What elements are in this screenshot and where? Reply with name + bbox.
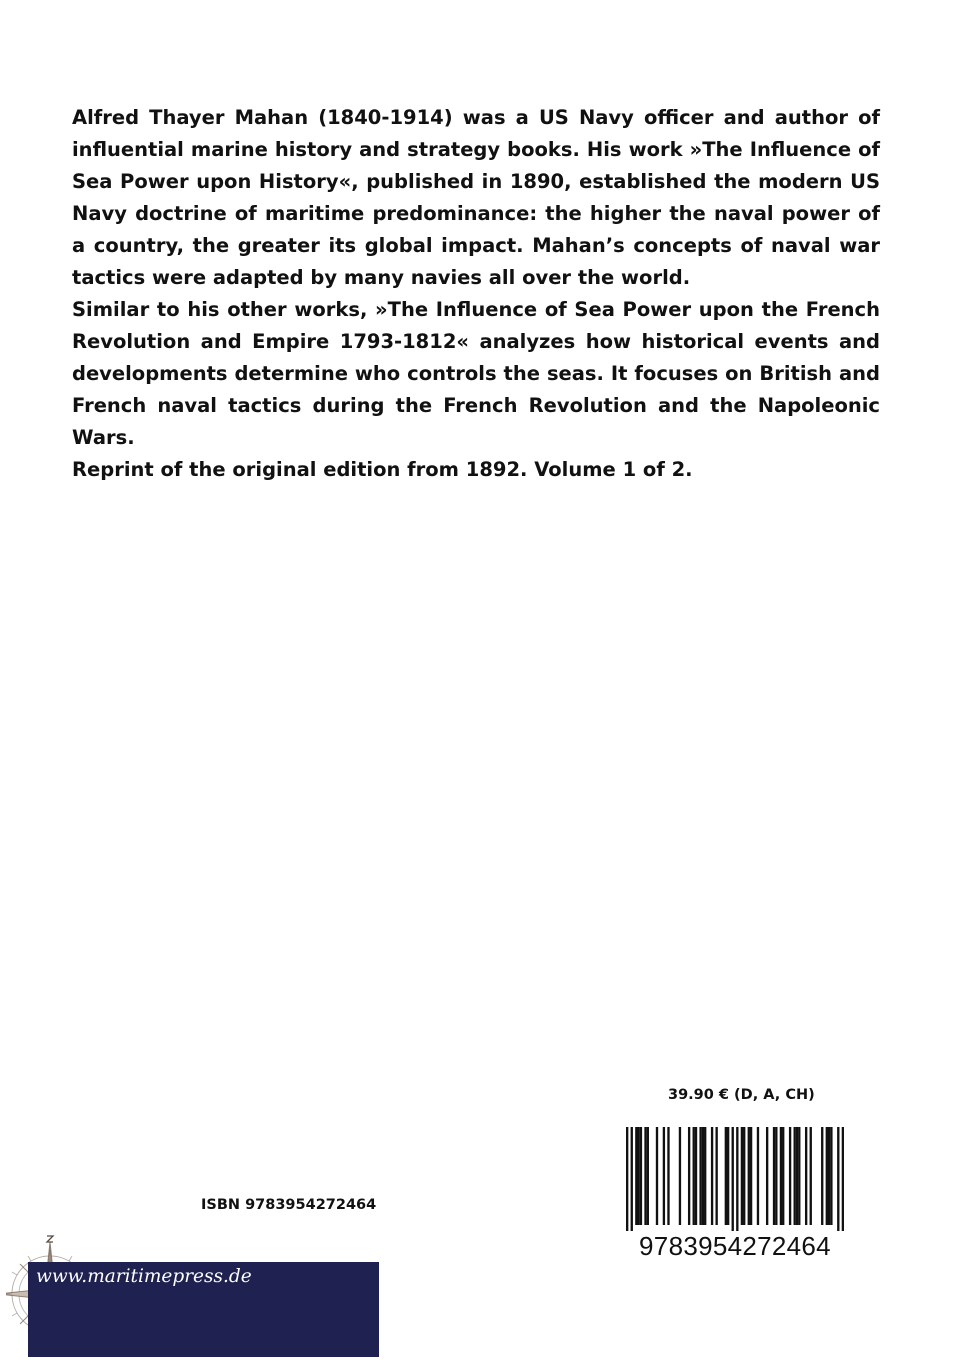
barcode-bar xyxy=(699,1127,701,1225)
barcode-bar xyxy=(736,1127,738,1231)
description-paragraph-1: Alfred Thayer Mahan (1840-1914) was a US Navy officer and author of influential marine history and strategy books. His work »The Influence of Sea Power upon History«, published in 1890, established the modern US Navy doctrine of maritime predominance: the higher the naval power of a country, the greater its global impact. Mahan’s concepts of naval war tactics were adapted by many navies all over the world. xyxy=(72,106,880,289)
barcode-bar xyxy=(794,1127,796,1225)
barcode-bar xyxy=(743,1127,745,1225)
barcode-bar xyxy=(663,1127,665,1225)
barcode-bar xyxy=(828,1127,830,1225)
barcode-bar xyxy=(637,1127,639,1225)
barcode-bar xyxy=(631,1127,633,1231)
barcode-bar xyxy=(644,1127,646,1225)
barcode-bar xyxy=(830,1127,832,1225)
barcode-bar xyxy=(626,1127,628,1231)
barcode-bar xyxy=(748,1127,750,1225)
description-paragraph-2: Similar to his other works, »The Influence of Sea Power upon the French Revolution and Empire 1793-1812« analyzes how historical events and developments determine who controls the seas. It focuses on British and French naval tactics during the French Revolution and the Napoleonic Wars. xyxy=(72,298,880,449)
barcode-bar xyxy=(805,1127,807,1225)
barcode-bar xyxy=(766,1127,768,1225)
publisher-url[interactable]: www.maritimepress.de xyxy=(36,1266,252,1287)
barcode-bar xyxy=(796,1127,798,1225)
barcode-bar xyxy=(640,1127,642,1225)
barcode-bar xyxy=(702,1127,704,1225)
barcode-bar xyxy=(688,1127,690,1225)
description-paragraph-3: Reprint of the original edition from 1892. Volume 1 of 2. xyxy=(72,458,693,481)
isbn-barcode xyxy=(626,1127,844,1263)
book-description xyxy=(72,102,880,486)
barcode-bar xyxy=(741,1127,743,1225)
barcode-bar xyxy=(667,1127,669,1225)
barcode-bar xyxy=(775,1127,777,1225)
price-label: 39.90 € (D, A, CH) xyxy=(668,1087,815,1103)
barcode-bar xyxy=(821,1127,823,1225)
barcode-bar xyxy=(635,1127,637,1225)
barcode-bar xyxy=(842,1127,844,1231)
barcode-bar xyxy=(798,1127,800,1225)
barcode-bars xyxy=(626,1127,844,1231)
barcode-bar xyxy=(789,1127,791,1225)
barcode-bar xyxy=(715,1127,717,1225)
barcode-bar xyxy=(711,1127,713,1225)
barcode-bar xyxy=(693,1127,695,1225)
barcode-bar xyxy=(679,1127,681,1225)
isbn-label: ISBN 9783954272464 xyxy=(201,1197,377,1213)
barcode-bar xyxy=(782,1127,784,1225)
barcode-bar xyxy=(773,1127,775,1225)
barcode-bar xyxy=(757,1127,759,1225)
barcode-bar xyxy=(704,1127,706,1225)
barcode-bar xyxy=(725,1127,727,1225)
barcode-bar xyxy=(695,1127,697,1225)
barcode-bar xyxy=(656,1127,658,1225)
barcode-bar xyxy=(810,1127,812,1225)
barcode-bar xyxy=(750,1127,752,1225)
barcode-bar xyxy=(837,1127,839,1231)
barcode-digits: 9783954272464 xyxy=(639,1231,831,1261)
barcode-bar xyxy=(780,1127,782,1225)
barcode-bar xyxy=(732,1127,734,1231)
barcode-bar xyxy=(727,1127,729,1225)
barcode-bar xyxy=(647,1127,649,1225)
barcode-bar xyxy=(826,1127,828,1225)
